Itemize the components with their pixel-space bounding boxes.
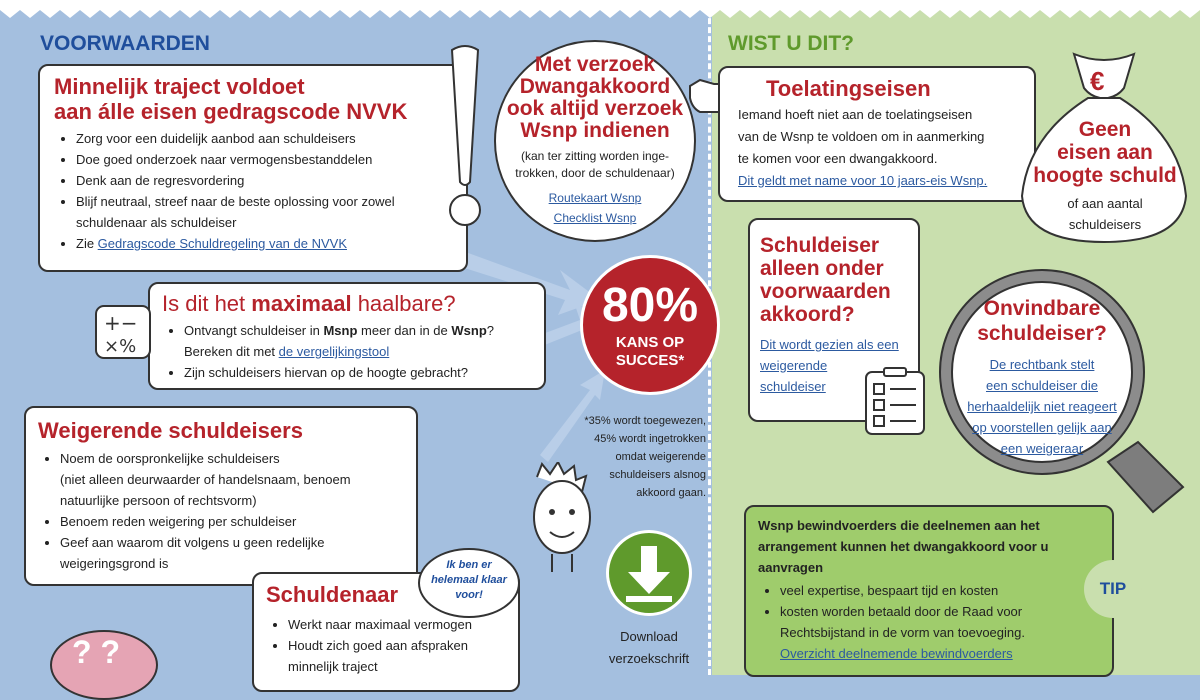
tip-badge: TIP (1084, 560, 1142, 618)
card-heading: Schuldeiser alleen onder voorwaarden akkoord? (760, 234, 891, 326)
list-item: • veel expertise, bespaart tijd en kosten (780, 580, 1100, 601)
left-section-title: VOORWAARDEN (40, 32, 210, 55)
list-item: • Benoem reden weigering per schuldeiser (60, 511, 404, 532)
circle-subtext: (kan ter zitting worden inge- trokken, door de schuldenaar) (515, 149, 675, 180)
onvindbare-info-link[interactable]: De rechtbank stelt een schuldeiser die herhaaldelijk niet reageert op voorstellen gelijk aan een weigeraar (967, 357, 1117, 456)
card-heading: Toelatingseisen (766, 76, 931, 101)
success-label: KANS OP SUCCES* (615, 334, 685, 369)
question-marks: ? ? (72, 634, 120, 670)
list-item: • Ontvangt schuldeiser in Msnp meer dan in de Wsnp? Bereken dit met de vergelijkingstool (184, 320, 532, 362)
onvindbare-schuldeiser: Onvindbare schuldeiser? De rechtbank stelt een schuldeiser die herhaaldelijk niet reageert op voorstellen gelijk aan een weigeraar (962, 296, 1122, 459)
card-heading: Schuldenaar (266, 582, 399, 607)
heading-line-2: aan álle eisen gedragscode NVVK (54, 99, 408, 124)
card-toelatingseisen: Toelatingseisen Iemand hoeft niet aan de toelatingseisen van de Wsnp te voldoen om in aanmerking te komen voor een dwangakkoord. Dit geldt met name voor 10 jaars-eis Wsnp. (718, 66, 1036, 202)
torn-edge-decoration (0, 0, 1200, 22)
money-bag-text: Geen eisen aan hoogte schuld of aan aantal schuldeisers (1033, 118, 1177, 232)
vergelijkingstool-link[interactable]: de vergelijkingstool (278, 344, 390, 359)
list-item: • Doe goed onderzoek naar vermogensbestanddelen (76, 149, 452, 170)
nvvk-code-link[interactable]: Gedragscode Schuldregeling van de NVVK (97, 236, 347, 251)
svg-text:+−: +− (104, 311, 138, 335)
circle-wsnp-notice (494, 40, 696, 242)
checklist-link[interactable]: Checklist Wsnp (553, 211, 637, 225)
success-rate-badge (580, 255, 720, 395)
card-heading (54, 74, 452, 124)
list-item: • Zorg voor een duidelijk aanbod aan schuldeisers (76, 128, 452, 149)
bewindvoerders-link[interactable]: Overzicht deelnemende bewindvoerders (780, 646, 1013, 661)
download-icon (606, 530, 692, 616)
card-heading: Weigerende schuldeisers (38, 418, 303, 443)
list-item: • Werkt naar maximaal vermogen (288, 614, 506, 635)
circle-heading: Met verzoek Dwangakkoord ook altijd verzoek Wsnp indienen (506, 53, 684, 142)
speech-bubble: Ik ben er helemaal klaar voor! (418, 548, 520, 618)
question-blob (50, 630, 158, 700)
exclamation-icon (440, 42, 490, 232)
card-maximaal-haalbaar (148, 282, 546, 390)
footnote: *35% wordt toegewezen, 45% wordt ingetrokken omdat weigerende schuldeisers alsnog akkoord gaan. (584, 415, 706, 499)
list-item: • Blijf neutraal, streef naar de beste oplossing voor zowel schuldenaar als schuldeiser (76, 191, 452, 233)
list-item: • Zijn schuldeisers hiervan op de hoogte gebracht? (184, 362, 532, 383)
download-button[interactable] (606, 530, 692, 616)
tip-heading: Wsnp bewindvoerders die deelnemen aan het arrangement kunnen het dwangakkoord voor u aanvragen (758, 518, 1049, 575)
card-minnelijk-traject (38, 64, 468, 272)
success-percent: 80% (601, 279, 699, 332)
checklist-clipboard-icon (862, 366, 930, 438)
euro-symbol: € (1090, 66, 1105, 96)
weigerende-schuldeiser-link[interactable]: Dit wordt gezien als een weigerende schuldeiser (760, 337, 899, 394)
heading-line-1: Minnelijk traject voldoet (54, 74, 305, 99)
list-item: • Noem de oorspronkelijke schuldeisers (niet alleen deurwaarder of handelsnaam, benoem natuurlijke persoon of rechtsvorm) (60, 448, 404, 511)
card-weigerende-schuldeisers (24, 406, 418, 586)
list-item: • Denk aan de regresvordering (76, 170, 452, 191)
routekaart-link[interactable]: Routekaart Wsnp (548, 191, 642, 205)
svg-text:×%: ×% (104, 336, 137, 357)
list-item: • kosten worden betaald door de Raad voor Rechtsbijstand in de vorm van toevoeging. Overzicht deelnemende bewindvoerders (780, 601, 1100, 664)
list-item: • Zie Gedragscode Schuldregeling van de NVVK (76, 233, 452, 254)
tien-jaars-eis-link[interactable]: Dit geldt met name voor 10 jaars-eis Wsnp. (738, 173, 988, 188)
calculator-icon (94, 304, 154, 362)
card-heading: Is dit het maximaal haalbare? (162, 291, 456, 316)
download-label[interactable]: Download verzoekschrift (608, 629, 690, 666)
list-item: • Geef aan waarom dit volgens u geen redelijke weigeringsgrond is (60, 532, 404, 574)
right-section-title: WIST U DIT? (728, 32, 854, 55)
card-tip (744, 505, 1114, 677)
list-item: • Houdt zich goed aan afspraken minnelijk traject (288, 635, 506, 677)
